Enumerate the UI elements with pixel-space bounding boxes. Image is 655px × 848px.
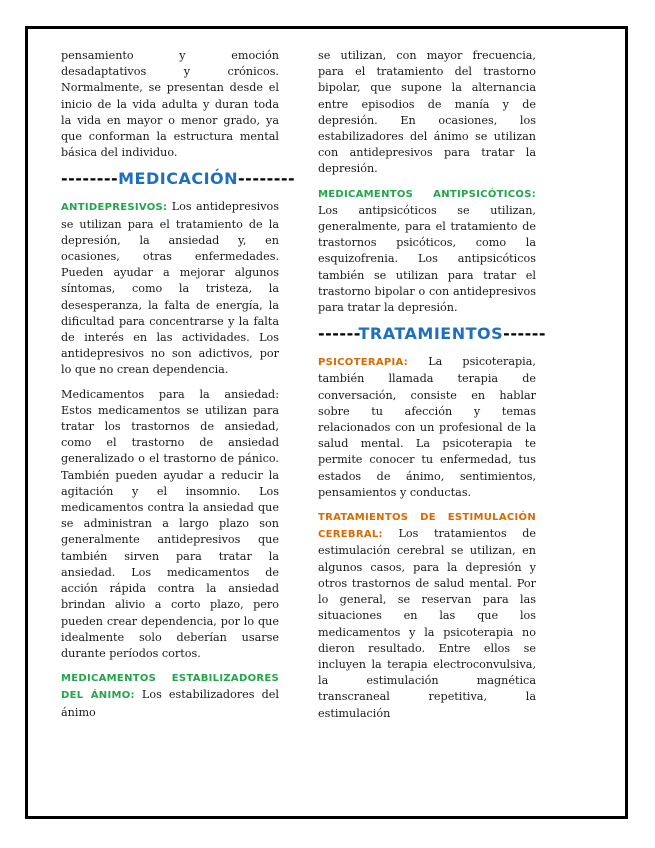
estabilizadores-continuation: se utilizan, con mayor frecuencia, para el tratamiento del trastorno bipolar, que supone la alternancia entre episodios de manía y de depresión. En ocasiones, los estabilizadores del ánimo se utilizan con antidepresivos para tratar la depresión. [318,49,536,176]
right-column [318,48,547,730]
psicoterapia-label: PSICOTERAPIA: [318,357,409,369]
left-column [61,48,296,729]
section-dashes-left: -------- [61,169,119,189]
antidepresivos-label: ANTIDEPRESIVOS: [61,202,168,214]
section-dashes-left: ------ [318,324,359,344]
psicoterapia-text: La psicoterapia, también llamada terapia de conversación, consiste en hablar sobre tu afección y temas relacionados con un profesional de la salud mental. La psicoterapia te permite conocer tu enfermedad, tus estados de ánimo, sentimientos, pensamientos y conductas. [318,355,536,499]
section-dashes-right: -------- [238,169,296,189]
estabilizadores-paragraph [61,670,279,721]
section-dashes-right: ------ [503,324,547,344]
estimulacion-text: Los tratamientos de estimulación cerebral se utilizan, en algunos casos, para la depresión y otros trastornos de salud mental. Por lo general, se reservan para las situaciones en las que los medicamentos y la psicoterapia no dieron resultado. Entre ellos se incluyen la terapia electroconvulsiva, la estimulación magnética transcraneal repetitiva, la estimulación [318,527,537,720]
medicacion-section-heading [61,169,296,189]
estabilizadores-label: MEDICAMENTOS ESTABILIZADORES DEL ÁNIMO: [61,673,279,702]
tratamientos-section-heading [318,324,547,344]
antipsicoticos-label: MEDICAMENTOS ANTIPSICÓTICOS: [318,188,536,200]
section-title-medicacion: MEDICACIÓN [118,169,239,189]
antipsicoticos-text: Los antipsicóticos se utilizan, generalmente, para el tratamiento de trastornos psicóticos, como la esquizofrenia. Los antipsicóticos también se utilizan para tratar el trastorno bipolar o con antidepresivos para tratar la depresión. [318,203,536,315]
estabilizadores-text: Los estabilizadores del ánimo [61,688,279,719]
psicoterapia-paragraph [318,354,536,501]
section-title-tratamientos: TRATAMIENTOS [358,324,504,344]
antidepresivos-paragraph [61,199,279,378]
intro-paragraph: pensamiento y emoción desadaptativos y crónicos. Normalmente, se presentan desde el inicio de la vida adulta y duran toda la vida en mayor o menor grado, ya que conforman la estructura mental básica del individuo. [61,49,279,160]
estimulacion-label: TRATAMIENTOS DE ESTIMULACIÓN CEREBRAL: [318,512,536,541]
estimulacion-paragraph [318,509,536,722]
antidepresivos-text: Los antidepresivos se utilizan para el tratamiento de la depresión, la ansiedad y, en ocasiones, otras enfermedades. Pueden ayudar a mejorar algunos síntomas, como la tristeza, la desesperanza, la falta de energía, la dificultad para concentrarse y la falta de interés en las actividades. Los antidepresivos no son adictivos, por lo que no crean dependencia. [61,200,279,377]
antipsicoticos-paragraph [318,186,536,317]
ansiedad-paragraph: Medicamentos para la ansiedad: Estos medicamentos se utilizan para tratar los trastornos de ansiedad, como el trastorno de ansiedad generalizado o el trastorno de pánico. También pueden ayudar a reducir la agitación y el insomnio. Los medicamentos contra la ansiedad que se administran a largo plazo son generalmente antidepresivos que también sirven para tratar la ansiedad. Los medicamentos de acción rápida contra la ansiedad brindan alivio a corto plazo, pero pueden crear dependencia, por lo que idealmente solo deberían usarse durante períodos cortos. [61,387,279,660]
